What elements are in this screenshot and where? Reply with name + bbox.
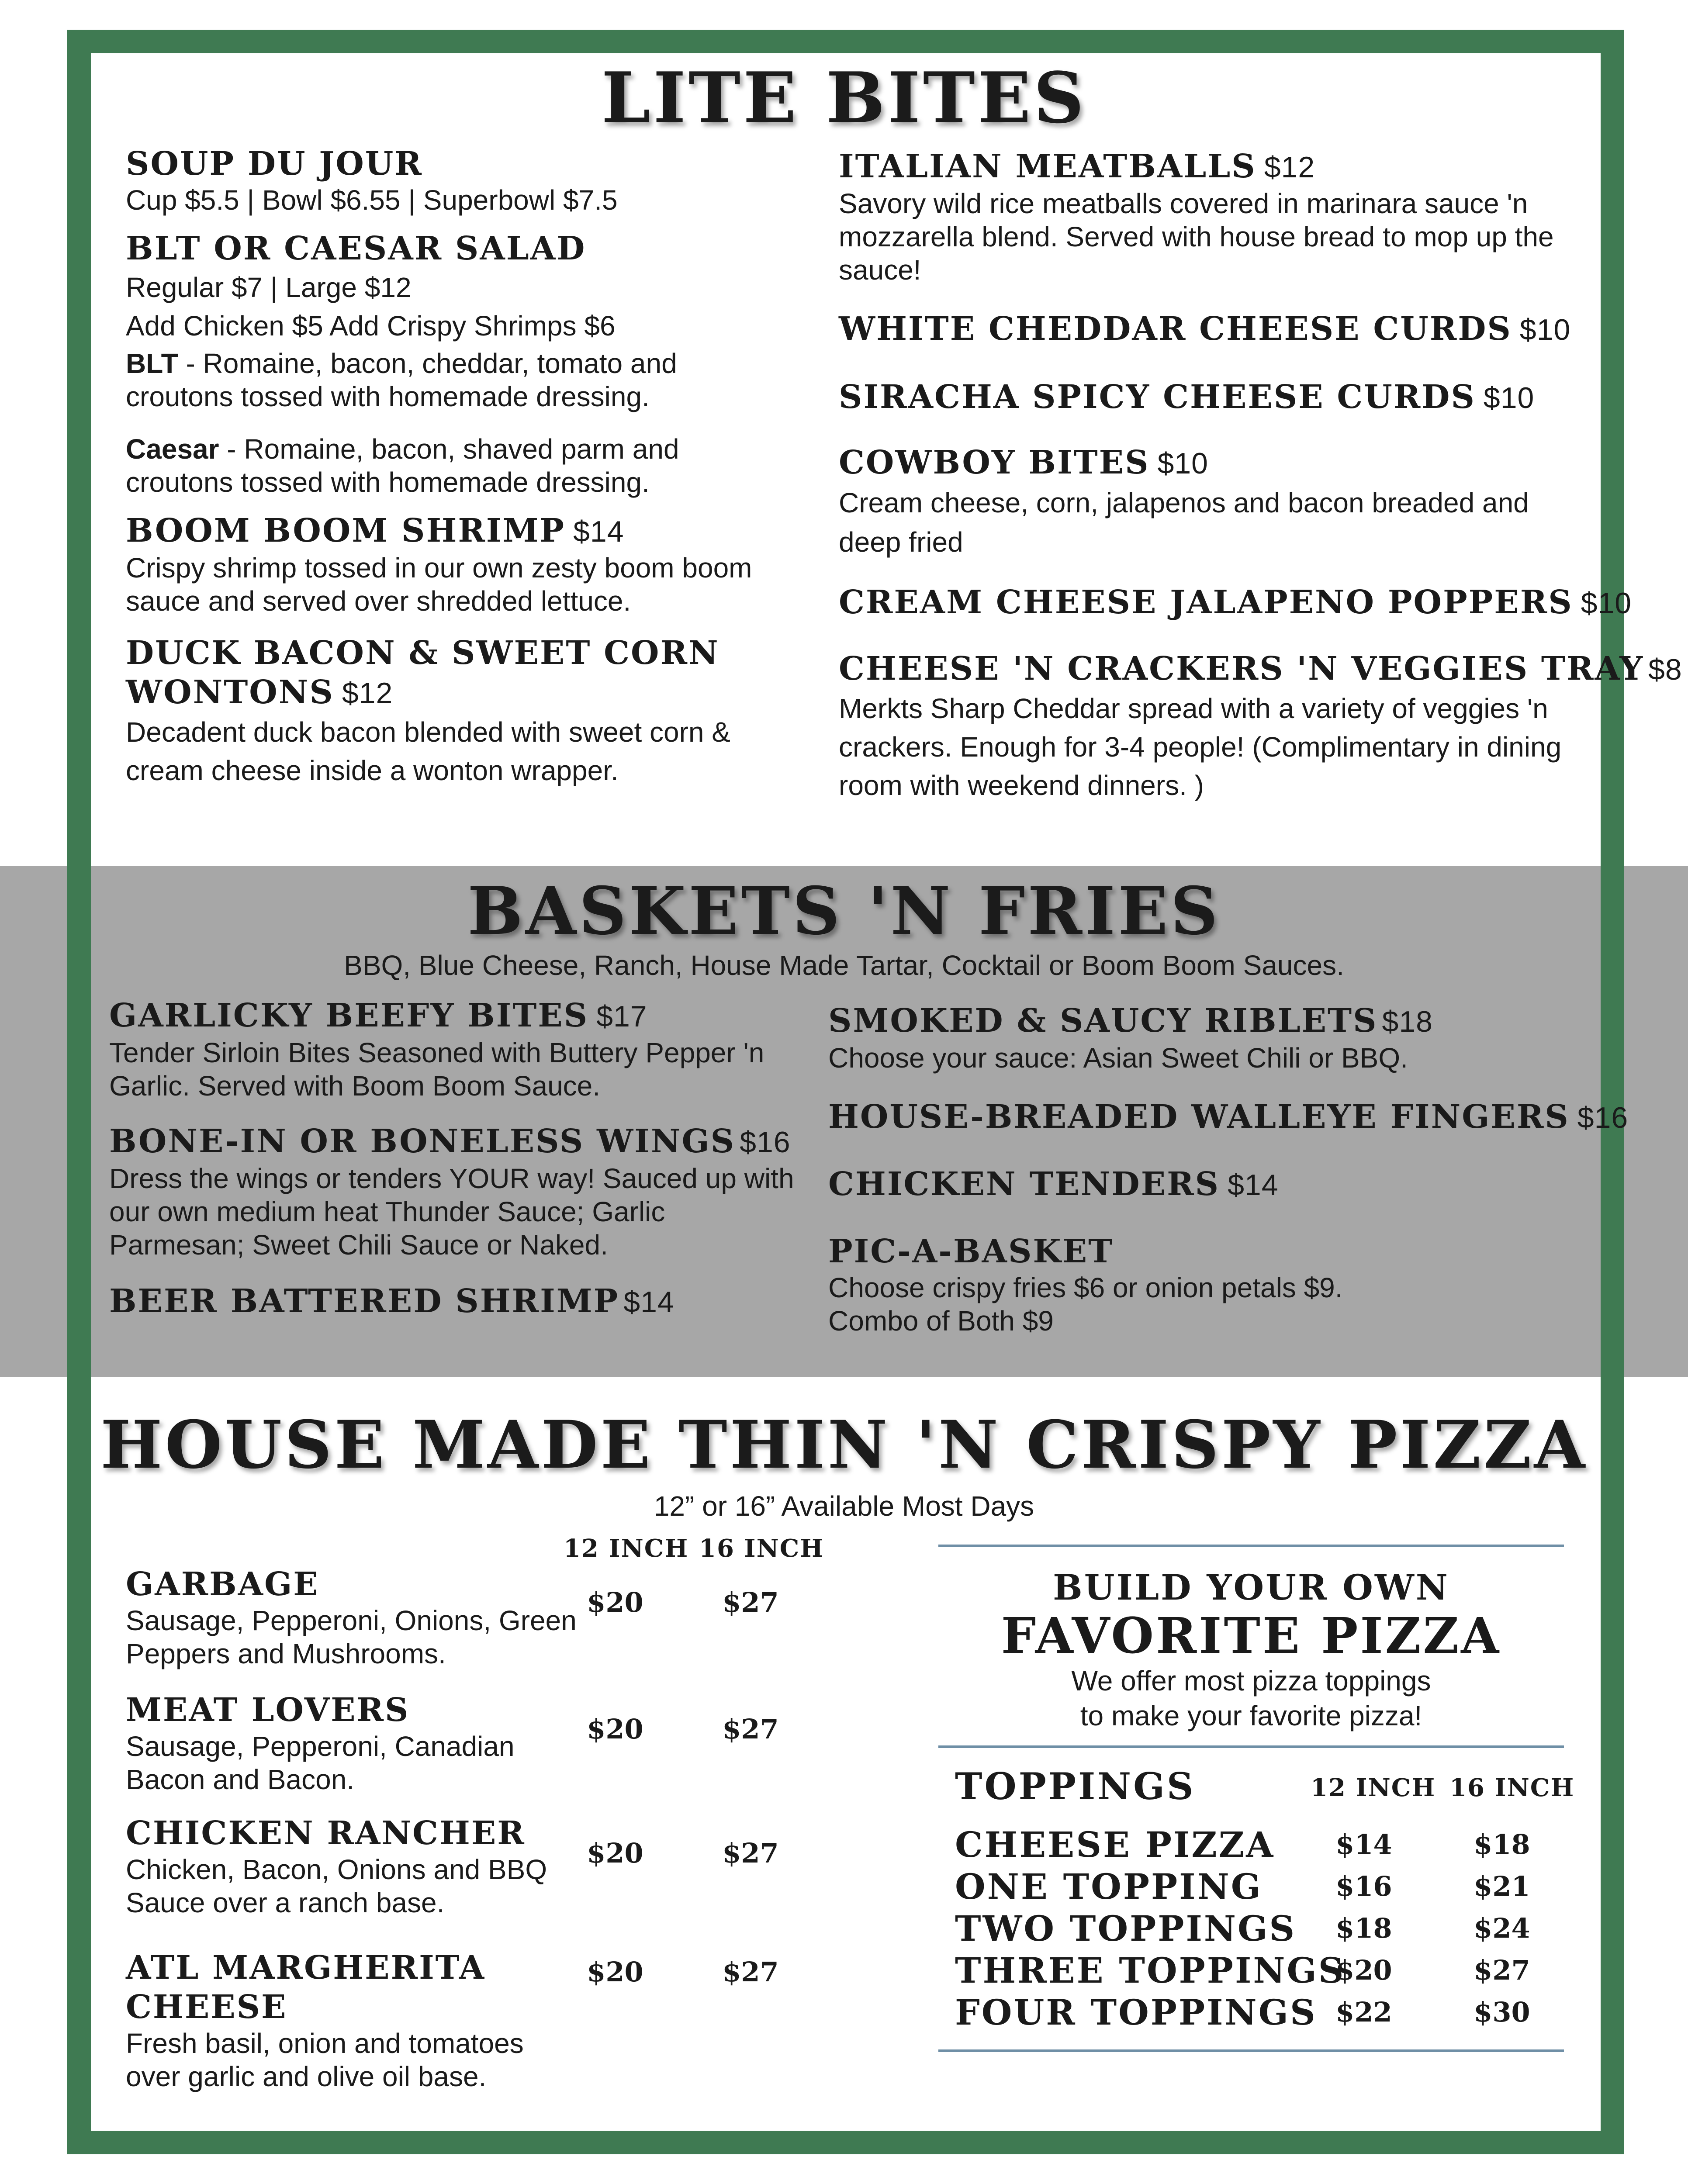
blt-label: BLT — [126, 348, 178, 379]
toppings-row-price-12: $22 — [1335, 1996, 1392, 2028]
toppings-row-price-12: $16 — [1335, 1870, 1392, 1902]
toppings-row — [955, 1950, 1567, 1992]
beefy-name: GARLICKY BEEFY BITES — [109, 997, 589, 1034]
pic-desc-line1: Choose crispy fries $6 or onion petals $9. — [828, 1272, 1343, 1303]
tray-price: $8 — [1648, 653, 1682, 686]
cowboy-name: COWBOY BITES — [839, 444, 1150, 481]
baskets-right-column — [828, 1001, 1629, 1337]
pizza-item-desc: Chicken, Bacon, Onions and BBQ Sauce over a ranch base. — [126, 1854, 547, 1918]
pizza-item-name: GARBAGE — [126, 1565, 319, 1603]
poppers-name: CREAM CHEESE JALAPENO POPPERS — [839, 584, 1573, 621]
byo-line2: FAVORITE PIZZA — [1001, 1607, 1501, 1665]
meatballs-desc: Savory wild rice meatballs covered in marinara sauce 'n mozzarella blend. Served with house bread to mop up the sauce! — [839, 188, 1554, 286]
toppings-row-price-16: $30 — [1474, 1996, 1530, 2028]
byo-desc1: We offer most pizza toppings — [1071, 1665, 1431, 1697]
pizza-item-price-12: $20 — [587, 1956, 643, 1988]
caesar-label: Caesar — [126, 433, 219, 465]
toppings-row-price-16: $24 — [1474, 1912, 1530, 1944]
beer-shrimp-price: $14 — [623, 1286, 675, 1319]
poppers-price: $10 — [1581, 587, 1632, 620]
pizza-item-price-16: $27 — [722, 1837, 779, 1869]
wontons-desc: Decadent duck bacon blended with sweet corn & cream cheese inside a wonton wrapper. — [126, 716, 730, 786]
wontons-name-line1: DUCK BACON & SWEET CORN — [126, 634, 719, 672]
riblets-heading — [828, 1001, 1597, 1041]
pizza-col-16-header: 16 INCH — [699, 1534, 824, 1563]
lite-bites-left-column — [126, 144, 781, 790]
baskets-title: BASKETS 'N FRIES — [467, 873, 1221, 950]
toppings-row-price-12: $14 — [1335, 1828, 1392, 1860]
wings-heading — [109, 1122, 799, 1162]
byo-desc2: to make your favorite pizza! — [1080, 1700, 1422, 1731]
tray-desc: Merkts Sharp Cheddar spread with a variety of veggies 'n crackers. Enough for 3-4 people! (Complimentary in dining room with weekend dinners. ) — [839, 693, 1562, 801]
riblets-name: SMOKED & SAUCY RIBLETS — [828, 1002, 1378, 1040]
toppings-col-12-header: 12 INCH — [1311, 1773, 1436, 1802]
walleye-price: $16 — [1577, 1101, 1629, 1134]
riblets-desc: Choose your sauce: Asian Sweet Chili or BBQ. — [828, 1042, 1408, 1074]
toppings-row — [955, 1824, 1567, 1866]
pizza-item-chicken-rancher — [126, 1814, 606, 1919]
walleye-heading — [828, 1097, 1629, 1137]
pizza-title: HOUSE MADE THIN 'N CRISPY PIZZA — [100, 1406, 1588, 1483]
beer-shrimp-heading — [109, 1282, 799, 1322]
pizza-subtitle: 12” or 16” Available Most Days — [654, 1490, 1034, 1522]
salad-blt — [126, 347, 737, 413]
pizza-item-desc: Sausage, Pepperoni, Onions, Green Peppers and Mushrooms. — [126, 1605, 577, 1669]
pizza-item-desc: Fresh basil, onion and tomatoes over garlic and olive oil base. — [126, 2028, 524, 2092]
toppings-row-price-16: $21 — [1474, 1870, 1530, 1902]
toppings-col-16-header: 16 INCH — [1449, 1773, 1575, 1802]
toppings-row-price-12: $20 — [1335, 1954, 1392, 1986]
salad-sizes: Regular $7 | Large $12 — [126, 272, 412, 303]
baskets-left-column — [109, 996, 799, 1322]
blt-desc: - Romaine, bacon, cheddar, tomato and croutons tossed with homemade dressing. — [126, 348, 677, 412]
beer-shrimp-name: BEER BATTERED SHRIMP — [109, 1282, 619, 1320]
wings-price: $16 — [740, 1126, 791, 1159]
wontons-name-line2: WONTONS — [126, 674, 334, 711]
pizza-item-price-16: $27 — [722, 1586, 779, 1618]
toppings-row-name: TWO TOPPINGS — [955, 1908, 1297, 1949]
boom-shrimp-price: $14 — [573, 515, 624, 548]
pic-name: PIC-A-BASKET — [828, 1233, 1114, 1270]
siracha-curds-price: $10 — [1483, 381, 1535, 415]
boom-shrimp-heading — [126, 511, 781, 551]
pizza-item-name: MEAT LOVERS — [126, 1691, 410, 1729]
wings-name: BONE-IN OR BONELESS WINGS — [109, 1123, 736, 1160]
toppings-row-name: ONE TOPPING — [955, 1866, 1263, 1907]
white-curds-name: WHITE CHEDDAR CHEESE CURDS — [839, 310, 1512, 348]
pizza-item-meat-lovers — [126, 1690, 606, 1796]
byo-mid-rule — [938, 1745, 1564, 1748]
pizza-item-desc: Sausage, Pepperoni, Canadian Bacon and Bacon. — [126, 1731, 515, 1795]
cowboy-price: $10 — [1157, 447, 1208, 480]
lite-bites-title: LITE BITES — [601, 57, 1087, 139]
pizza-item-price-16: $27 — [722, 1956, 779, 1988]
pizza-item-name: CHICKEN RANCHER — [126, 1814, 526, 1852]
toppings-row-price-12: $18 — [1335, 1912, 1392, 1944]
salad-caesar — [126, 432, 737, 499]
pizza-item-price-12: $20 — [587, 1713, 643, 1745]
pizza-item-price-16: $27 — [722, 1713, 779, 1745]
toppings-row-name: FOUR TOPPINGS — [955, 1992, 1317, 2033]
meatballs-price: $12 — [1264, 151, 1315, 184]
beefy-price: $17 — [596, 1000, 647, 1033]
lite-bites-right-column — [839, 147, 1682, 805]
wontons-price: $12 — [342, 677, 393, 710]
salad-adds: Add Chicken $5 Add Crispy Shrimps $6 — [126, 310, 616, 342]
pizza-item-name: ATL MARGHERITA CHEESE — [126, 1949, 486, 2026]
siracha-curds-name: SIRACHA SPICY CHEESE CURDS — [839, 378, 1476, 416]
cowboy-heading — [839, 443, 1590, 483]
toppings-bottom-rule — [938, 2049, 1564, 2052]
tenders-name: CHICKEN TENDERS — [828, 1165, 1220, 1203]
pizza-item-price-12: $20 — [587, 1837, 643, 1869]
pizza-col-12-header: 12 INCH — [564, 1534, 689, 1563]
tenders-heading — [828, 1165, 1597, 1205]
white-curds-heading — [839, 309, 1590, 349]
beefy-desc: Tender Sirloin Bites Seasoned with Buttery Pepper 'n Garlic. Served with Boom Boom Sauce. — [109, 1037, 764, 1102]
salad-name: BLT OR CAESAR SALAD — [126, 230, 586, 267]
pizza-item-atl-margherita — [126, 1948, 606, 2093]
toppings-row-price-16: $27 — [1474, 1954, 1530, 1986]
soup-name: SOUP DU JOUR — [126, 145, 423, 183]
walleye-name: HOUSE-BREADED WALLEYE FINGERS — [828, 1098, 1570, 1136]
riblets-price: $18 — [1382, 1005, 1433, 1038]
cowboy-desc: Cream cheese, corn, jalapenos and bacon breaded and deep fried — [839, 487, 1529, 558]
toppings-header: TOPPINGS — [955, 1765, 1196, 1808]
beefy-heading — [109, 996, 799, 1036]
byo-line1: BUILD YOUR OWN — [1053, 1567, 1449, 1608]
byo-box — [938, 1565, 1564, 1733]
boom-shrimp-desc: Crispy shrimp tossed in our own zesty boom boom sauce and served over shredded lettuce. — [126, 552, 752, 617]
toppings-row-name: THREE TOPPINGS — [955, 1950, 1346, 1991]
white-curds-price: $10 — [1519, 313, 1571, 346]
wontons-heading — [126, 673, 781, 713]
toppings-row — [955, 1866, 1567, 1908]
pizza-item-price-12: $20 — [587, 1586, 643, 1618]
baskets-subtitle: BBQ, Blue Cheese, Ranch, House Made Tartar, Cocktail or Boom Boom Sauces. — [344, 950, 1344, 981]
siracha-curds-heading — [839, 377, 1590, 418]
toppings-row — [955, 1992, 1567, 2034]
pizza-item-garbage — [126, 1565, 606, 1670]
toppings-table — [955, 1765, 1575, 2035]
pic-desc-line2: Combo of Both $9 — [828, 1305, 1054, 1337]
tenders-price: $14 — [1228, 1168, 1279, 1202]
boom-shrimp-name: BOOM BOOM SHRIMP — [126, 512, 566, 549]
tray-name: CHEESE 'N CRACKERS 'N VEGGIES TRAY — [839, 650, 1644, 688]
meatballs-heading — [839, 147, 1590, 187]
toppings-row-price-16: $18 — [1474, 1828, 1530, 1860]
toppings-row-name: CHEESE PIZZA — [955, 1824, 1275, 1865]
byo-top-rule — [938, 1545, 1564, 1547]
toppings-row — [955, 1908, 1567, 1950]
poppers-heading — [839, 583, 1632, 623]
meatballs-name: ITALIAN MEATBALLS — [839, 148, 1256, 185]
tray-heading — [839, 649, 1682, 689]
caesar-desc: - Romaine, bacon, shaved parm and croutons tossed with homemade dressing. — [126, 433, 679, 498]
soup-desc: Cup $5.5 | Bowl $6.55 | Superbowl $7.5 — [126, 184, 618, 216]
wings-desc: Dress the wings or tenders YOUR way! Sauced up with our own medium heat Thunder Sauce; Garlic Parmesan; Sweet Chili Sauce or Naked. — [109, 1163, 794, 1261]
